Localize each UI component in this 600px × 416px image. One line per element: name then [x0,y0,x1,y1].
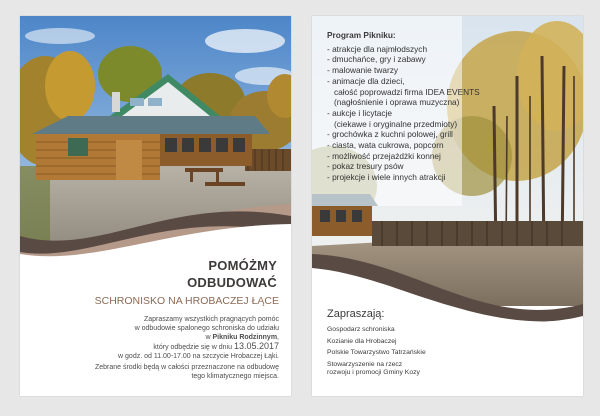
funds-line: tego klimatycznego miejsca. [191,373,279,380]
headline-line-2: ODBUDOWAĆ [187,275,277,290]
program-item: - atrakcje dla najmłodszych [327,43,428,54]
organizers-section [327,308,426,381]
organizer: Gospodarz schroniska [327,326,395,333]
invite-line: w godz. od 11.00-17.00 na szczycie Hrobaczej Łąki. [118,353,279,360]
invite-text: który odbędzie się w dniu [153,344,234,351]
flyer-front-page [20,16,291,396]
invite-text: w [205,334,213,341]
funds-text [29,363,279,381]
program-item: - grochówka z kuchni polowej, grill [327,129,453,140]
program-title: Program Pikniku: [327,30,396,40]
program-item: - możliwość przejażdżki konnej [327,150,441,161]
subtitle: SCHRONISKO NA HROBACZEJ ŁĄCE [94,295,279,307]
program-item: (ciekawe i oryginalne przedmioty) [334,118,458,129]
organizers-title: Zapraszają: [327,308,385,320]
organizer: Polskie Towarzystwo Tatrzańskie [327,349,426,356]
program-item: - dmuchańce, gry i zabawy [327,54,426,65]
program-item: - malowanie twarzy [327,65,399,76]
funds-line: Zebrane środki będą w całości przeznaczone na odbudowę [94,364,279,371]
event-date: 13.05.2017 [233,341,279,351]
organizer: Kozianie dla Hrobaczej [327,337,397,345]
program-item: - animacje dla dzieci, [327,75,405,86]
invite-line [29,342,279,352]
invite-text: , [277,334,279,341]
event-name: Pikniku Rodzinnym [212,334,278,341]
invite-line: Zapraszamy wszystkich pragnących pomóc [144,316,279,323]
program-item: całość poprowadzi firma IDEA EVENTS [334,86,480,97]
organizer: rozwoju i promocji Gminy Kozy [327,369,420,376]
program-item: - ciasta, wata cukrowa, popcorn [327,140,444,151]
headline-line-1: POMÓŻMY [208,258,277,273]
program-list [327,30,480,183]
organizer: Stowarzyszenie na rzecz [327,360,403,368]
flyer-back-page [312,16,583,396]
invitation-text [29,315,279,361]
program-item: (nagłośnienie i oprawa muzyczna) [334,97,460,108]
program-item: - projekcje i wiele innych atrakcji [327,172,446,183]
program-item: - pokaz tresury psów [327,161,404,172]
invite-line: w odbudowie spalonego schroniska do udziału [134,325,279,332]
program-item: - aukcje i licytacje [327,107,393,118]
